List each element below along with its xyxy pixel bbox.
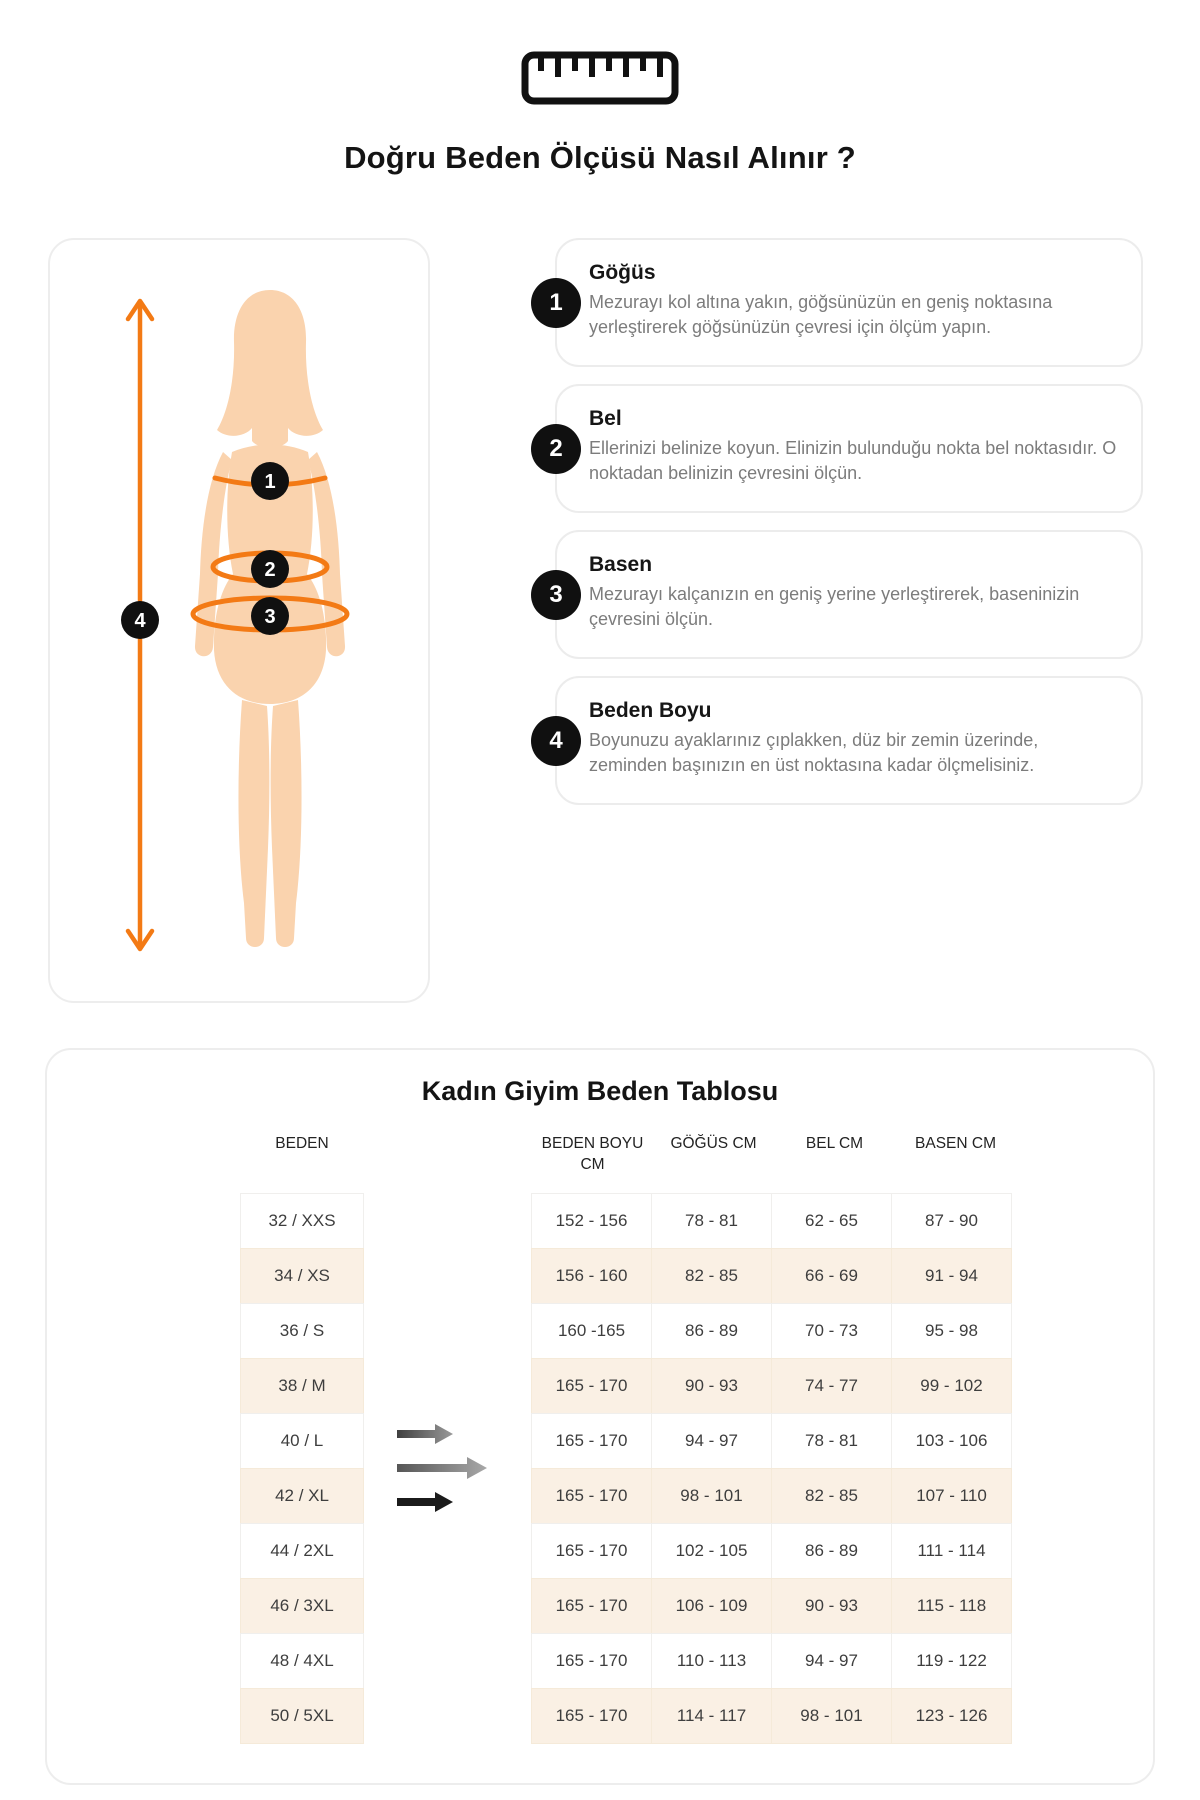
- height-cell: 160 -165: [531, 1303, 652, 1359]
- header-size: BEDEN: [275, 1135, 329, 1152]
- hips-cell: 115 - 118: [891, 1578, 1012, 1634]
- table-row: [240, 1414, 1016, 1469]
- height-cell: 165 - 170: [531, 1358, 652, 1414]
- size-cell: 44 / 2XL: [240, 1523, 364, 1579]
- height-cell: 152 - 156: [531, 1193, 652, 1249]
- gap-cell: [364, 1304, 532, 1359]
- table-row: [240, 1689, 1016, 1744]
- svg-text:2: 2: [264, 559, 276, 581]
- size-table-header-row: [240, 1132, 1016, 1194]
- figure-badge-4: [121, 601, 159, 639]
- table-row: [240, 1469, 1016, 1524]
- step-description: Boyunuzu ayaklarınız çıplakken, düz bir zemin üzerinde, zeminden başınızın en üst noktasına kadar ölçmelisiniz.: [589, 730, 1039, 776]
- step-title: Beden Boyu: [589, 699, 712, 722]
- waist-cell: 66 - 69: [771, 1248, 892, 1304]
- waist-cell: 70 - 73: [771, 1303, 892, 1359]
- measurement-step-card: [549, 676, 1143, 805]
- chest-cell: 94 - 97: [651, 1413, 772, 1469]
- size-cell: 46 / 3XL: [240, 1578, 364, 1634]
- hips-cell: 119 - 122: [891, 1633, 1012, 1689]
- woman-silhouette: [193, 290, 347, 947]
- size-table-title: Kadın Giyim Beden Tablosu: [421, 1076, 779, 1106]
- size-table-panel: [45, 1048, 1155, 1785]
- figure-badge-1: [251, 462, 289, 500]
- size-cell: 38 / M: [240, 1358, 364, 1414]
- hips-cell: 91 - 94: [891, 1248, 1012, 1304]
- size-cell: 50 / 5XL: [240, 1688, 364, 1744]
- figure-badge-3: [251, 597, 289, 635]
- page-title: Doğru Beden Ölçüsü Nasıl Alınır ?: [344, 140, 856, 175]
- chest-cell: 114 - 117: [651, 1688, 772, 1744]
- step-number-badge: 3: [531, 570, 581, 620]
- chest-cell: 82 - 85: [651, 1248, 772, 1304]
- gap-cell: [364, 1249, 532, 1304]
- height-cell: 165 - 170: [531, 1688, 652, 1744]
- step-number-badge: 4: [531, 716, 581, 766]
- gap-cell: [364, 1194, 532, 1249]
- chest-cell: 78 - 81: [651, 1193, 772, 1249]
- waist-cell: 90 - 93: [771, 1578, 892, 1634]
- table-row: [240, 1304, 1016, 1359]
- height-cell: 165 - 170: [531, 1578, 652, 1634]
- arrow-right-icon: [397, 1424, 453, 1444]
- hips-cell: 111 - 114: [891, 1523, 1012, 1579]
- arrow-right-icon: [397, 1492, 453, 1512]
- measurement-steps-list: [549, 238, 1143, 822]
- size-cell: 36 / S: [240, 1303, 364, 1359]
- body-figure-panel: [48, 238, 430, 1003]
- chest-cell: 98 - 101: [651, 1468, 772, 1524]
- step-description: Mezurayı kalçanızın en geniş yerine yerleştirerek, baseninizin çevresini ölçün.: [589, 584, 1080, 630]
- size-cell: 32 / XXS: [240, 1193, 364, 1249]
- waist-cell: 74 - 77: [771, 1358, 892, 1414]
- step-description: Ellerinizi belinize koyun. Elinizin bulunduğu nokta bel noktasıdır. O noktadan belinizin çevresini ölçün.: [589, 438, 1117, 484]
- hips-cell: 107 - 110: [891, 1468, 1012, 1524]
- table-row: [240, 1524, 1016, 1579]
- measurement-step-card: [549, 238, 1143, 367]
- svg-text:1: 1: [264, 471, 276, 493]
- gap-cell: [364, 1634, 532, 1689]
- hips-cell: 123 - 126: [891, 1688, 1012, 1744]
- measurement-step-card: [549, 384, 1143, 513]
- gap-cell: [364, 1579, 532, 1634]
- chest-cell: 86 - 89: [651, 1303, 772, 1359]
- chest-cell: 106 - 109: [651, 1578, 772, 1634]
- size-cell: 48 / 4XL: [240, 1633, 364, 1689]
- arrow-right-icons: [395, 1422, 505, 1522]
- figure-badge-2: [251, 550, 289, 588]
- waist-cell: 62 - 65: [771, 1193, 892, 1249]
- chest-cell: 110 - 113: [651, 1633, 772, 1689]
- table-row: [240, 1634, 1016, 1689]
- header-hips: BASEN CM: [915, 1135, 996, 1152]
- step-title: Basen: [589, 553, 653, 576]
- table-row: [240, 1579, 1016, 1634]
- step-title: Göğüs: [589, 261, 656, 284]
- height-cell: 165 - 170: [531, 1633, 652, 1689]
- hips-cell: 87 - 90: [891, 1193, 1012, 1249]
- waist-cell: 98 - 101: [771, 1688, 892, 1744]
- gap-cell: [364, 1359, 532, 1414]
- size-cell: 34 / XS: [240, 1248, 364, 1304]
- step-title: Bel: [589, 407, 622, 430]
- waist-cell: 94 - 97: [771, 1633, 892, 1689]
- gap-cell: [364, 1689, 532, 1744]
- chest-cell: 102 - 105: [651, 1523, 772, 1579]
- step-number-badge: 2: [531, 424, 581, 474]
- body-figure-illustration: [50, 240, 428, 1001]
- step-number-badge: 1: [531, 278, 581, 328]
- step-description: Mezurayı kol altına yakın, göğsünüzün en geniş noktasına yerleştirerek göğsünüzün çevresi için ölçüm yapın.: [589, 292, 1053, 338]
- waist-cell: 82 - 85: [771, 1468, 892, 1524]
- hips-cell: 99 - 102: [891, 1358, 1012, 1414]
- hips-cell: 103 - 106: [891, 1413, 1012, 1469]
- height-cell: 165 - 170: [531, 1468, 652, 1524]
- waist-cell: 78 - 81: [771, 1413, 892, 1469]
- svg-text:4: 4: [134, 610, 146, 632]
- hips-cell: 95 - 98: [891, 1303, 1012, 1359]
- table-row: [240, 1249, 1016, 1304]
- height-cell: 156 - 160: [531, 1248, 652, 1304]
- size-cell: 40 / L: [240, 1413, 364, 1469]
- size-cell: 42 / XL: [240, 1468, 364, 1524]
- svg-text:3: 3: [264, 606, 276, 628]
- waist-cell: 86 - 89: [771, 1523, 892, 1579]
- gap-cell: [364, 1524, 532, 1579]
- chest-cell: 90 - 93: [651, 1358, 772, 1414]
- measurement-step-card: [549, 530, 1143, 659]
- table-row: [240, 1359, 1016, 1414]
- size-table: [240, 1132, 1016, 1744]
- header-waist: BEL CM: [805, 1135, 864, 1152]
- arrow-right-icon: [397, 1457, 487, 1479]
- ruler-icon: [521, 50, 679, 111]
- header-gap: [364, 1132, 532, 1194]
- height-cell: 165 - 170: [531, 1413, 652, 1469]
- height-cell: 165 - 170: [531, 1523, 652, 1579]
- header-height: BEDEN BOYU CM: [541, 1135, 644, 1173]
- table-row: [240, 1194, 1016, 1249]
- header-chest: GÖĞÜS CM: [670, 1135, 757, 1152]
